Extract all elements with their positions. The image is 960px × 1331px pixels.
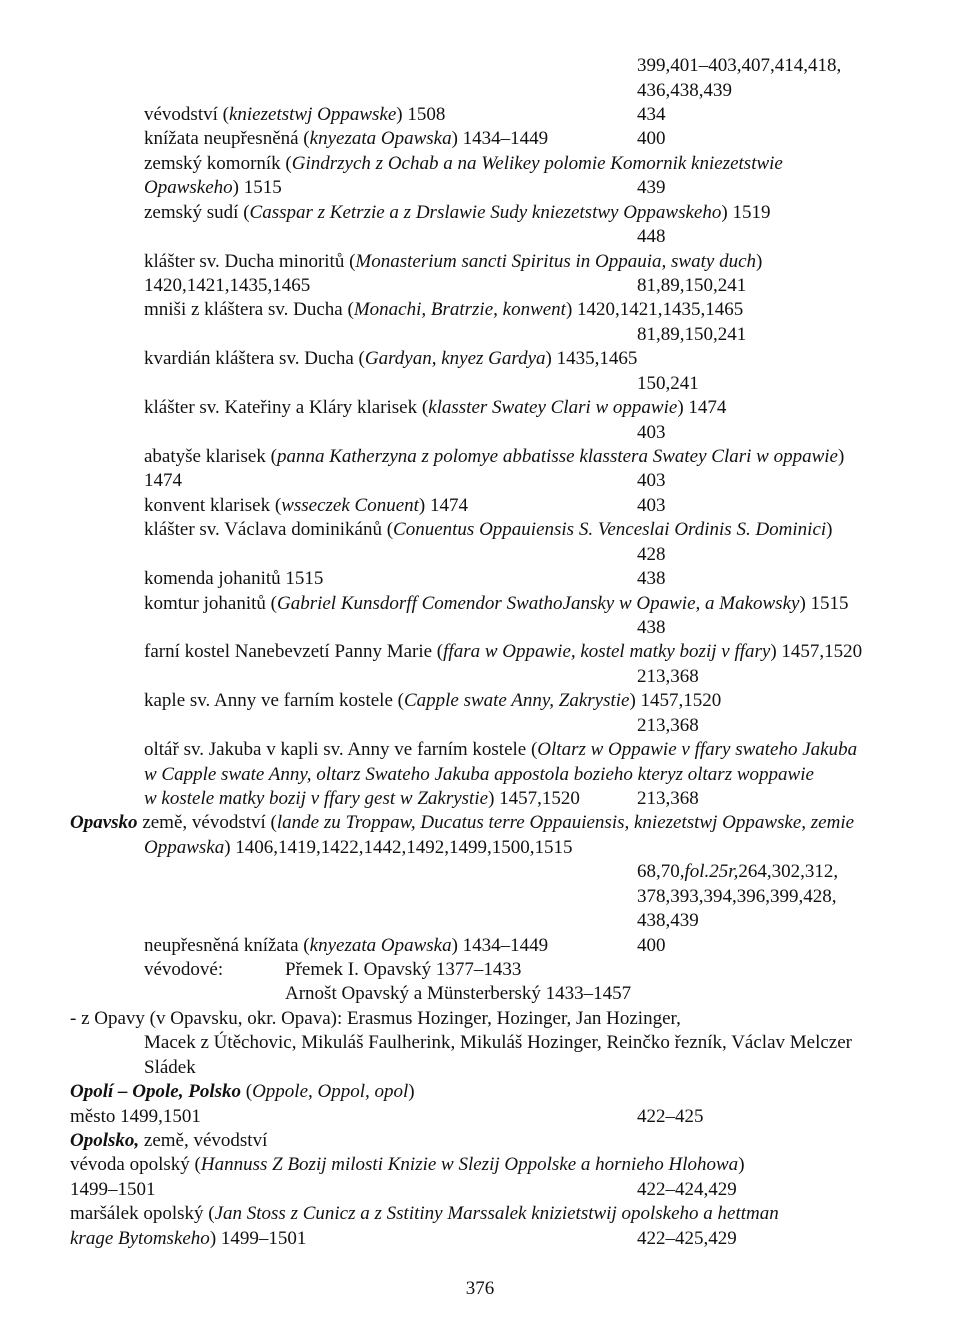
entry-text: ) 1434–1449 xyxy=(451,128,549,149)
entry-text: ) xyxy=(738,1154,745,1175)
entry-text: komtur johanitů ( xyxy=(144,593,277,614)
entry-text: mniši z kláštera sv. Ducha ( xyxy=(144,299,354,320)
page-reference: 422–425,429 xyxy=(637,1228,737,1249)
entry-text: ) xyxy=(826,519,833,540)
source-quote: ffara w Oppawie, kostel matky bozij v ffary xyxy=(443,641,771,662)
entry-text: 438 xyxy=(637,617,666,638)
entry-text: ) xyxy=(837,446,845,467)
entry-text: ) xyxy=(408,1081,415,1102)
source-quote: klasster Swatey Clari w oppawie xyxy=(428,397,678,418)
source-quote: krage Bytomskeho xyxy=(70,1228,210,1249)
index-line xyxy=(144,934,548,958)
entry-text: 428 xyxy=(637,544,666,565)
entry-text: 81,89,150,241 xyxy=(637,324,747,345)
index-line xyxy=(70,1153,745,1177)
index-headword: Opolí – Opole, Polsko xyxy=(70,1081,241,1102)
index-line xyxy=(144,494,468,518)
index-headword: Opavsko xyxy=(70,812,138,833)
index-line xyxy=(637,860,838,884)
index-line xyxy=(637,79,732,103)
entry-text: ) 1457,1520 xyxy=(770,641,863,662)
source-quote: lande zu Troppaw, Ducatus terre Oppauiensis, kniezetstwj Oppawske, zemie xyxy=(276,812,855,833)
source-quote: knyezata Opawska xyxy=(309,935,452,956)
entry-text: klášter sv. Kateřiny a Kláry klarisek ( xyxy=(144,397,429,418)
index-line xyxy=(637,909,699,933)
entry-text: ) 1508 xyxy=(396,104,446,125)
source-quote: kniezetstwj Oppawske xyxy=(228,104,397,125)
index-headword: Opolsko, xyxy=(70,1130,140,1151)
index-line xyxy=(144,201,770,225)
index-line xyxy=(144,567,323,591)
entry-text: ) 1420,1421,1435,1465 xyxy=(565,299,744,320)
entry-text: ) 1434–1449 xyxy=(451,935,549,956)
entry-text: ) 1499–1501 xyxy=(209,1228,307,1249)
entry-text: Arnošt Opavský a Münsterberský 1433–1457 xyxy=(285,983,632,1004)
entry-text: Macek z Útěchovic, Mikuláš Faulherink, Mikuláš Hozinger, Reinčko řezník, Václav Melczer xyxy=(144,1032,852,1053)
index-line xyxy=(144,396,726,420)
entry-text: konvent klarisek ( xyxy=(144,495,282,516)
source-quote: panna Katherzyna z polomye abbatisse klasstera Swatey Clari w oppawie xyxy=(276,446,838,467)
entry-text: kaple sv. Anny ve farním kostele ( xyxy=(144,690,404,711)
page-reference: 403 xyxy=(637,495,666,516)
index-line xyxy=(637,421,666,445)
entry-text: vévodství ( xyxy=(144,104,229,125)
entry-text: země, vévodství ( xyxy=(137,812,277,833)
index-line xyxy=(637,714,699,738)
page-number: 376 xyxy=(465,1278,495,1299)
entry-text: 213,368 xyxy=(637,666,699,687)
entry-text: zemský komorník ( xyxy=(144,153,292,174)
entry-text: ( xyxy=(241,1081,253,1102)
index-line xyxy=(144,787,580,811)
entry-text: farní kostel Nanebevzetí Panny Marie ( xyxy=(144,641,444,662)
index-line xyxy=(144,127,548,151)
source-quote: Gabriel Kunsdorff Comendor SwathoJansky w Opawie, a Makowsky xyxy=(276,593,800,614)
entry-text: abatyše klarisek ( xyxy=(144,446,277,467)
index-line xyxy=(70,1080,415,1104)
index-line xyxy=(144,152,783,176)
entry-text: 438,439 xyxy=(637,910,699,931)
entry-text: 1474 xyxy=(144,470,182,491)
index-line xyxy=(637,665,699,689)
source-quote: Oppole, Oppol, opol xyxy=(252,1081,409,1102)
index-line xyxy=(144,592,849,616)
entry-text: 399,401–403,407,414,418, xyxy=(637,55,842,76)
entry-text: ) 1435,1465 xyxy=(545,348,638,369)
index-line xyxy=(70,1105,201,1129)
entry-text: oltář sv. Jakuba v kapli sv. Anny ve farním kostele ( xyxy=(144,739,538,760)
index-line xyxy=(637,323,746,347)
entry-text: vévodové: xyxy=(144,959,224,980)
entry-text: zemský sudí ( xyxy=(144,202,250,223)
index-line xyxy=(144,738,857,762)
source-quote: Oppawska xyxy=(144,837,225,858)
index-line xyxy=(144,1031,852,1055)
index-line xyxy=(285,958,521,982)
index-line xyxy=(144,763,814,787)
source-quote: Casspar z Ketrzie a z Drslawie Sudy kniezetstwy Oppawskeho xyxy=(249,202,722,223)
index-line xyxy=(144,1056,196,1080)
entry-text: ) 1457,1520 xyxy=(629,690,722,711)
entry-text: 150,241 xyxy=(637,373,699,394)
page-reference: 439 xyxy=(637,177,666,198)
index-line xyxy=(70,1129,267,1153)
entry-text: ) 1474 xyxy=(418,495,468,516)
index-line xyxy=(70,1007,681,1031)
index-line xyxy=(637,225,666,249)
page-reference: 403 xyxy=(637,470,666,491)
index-line xyxy=(637,616,666,640)
entry-text: 403 xyxy=(637,422,666,443)
source-quote: w kostele matky bozij v ffary gest w Zakrystie xyxy=(144,788,489,809)
entry-text: knížata neupřesněná ( xyxy=(144,128,310,149)
entry-text: ) xyxy=(756,251,763,272)
entry-text: Sládek xyxy=(144,1057,196,1078)
index-line xyxy=(637,372,699,396)
source-quote: Monachi, Bratrzie, konwent xyxy=(353,299,566,320)
page-reference: 81,89,150,241 xyxy=(637,275,747,296)
entry-text: ) 1457,1520 xyxy=(488,788,580,809)
page-reference: 434 xyxy=(637,104,666,125)
index-line xyxy=(285,982,631,1006)
entry-text: ) 1519 xyxy=(721,202,771,223)
index-line xyxy=(637,885,837,909)
source-quote: Oltarz w Oppawie v ffary swateho Jakuba xyxy=(537,739,858,760)
page-reference: 213,368 xyxy=(637,788,699,809)
index-line xyxy=(70,1202,779,1226)
entry-text: 213,368 xyxy=(637,715,699,736)
index-line xyxy=(70,1227,306,1251)
source-quote: knyezata Opawska xyxy=(309,128,452,149)
index-line xyxy=(144,518,832,542)
entry-text: 264,302,312, xyxy=(738,861,839,882)
entry-text: 448 xyxy=(637,226,666,247)
index-line xyxy=(144,836,573,860)
entry-text: klášter sv. Ducha minoritů ( xyxy=(144,251,356,272)
source-quote: Monasterium sancti Spiritus in Oppauia, swaty duch xyxy=(355,251,756,272)
index-line xyxy=(144,469,182,493)
page-reference: 400 xyxy=(637,935,666,956)
index-line xyxy=(144,103,445,127)
entry-text: 378,393,394,396,399,428, xyxy=(637,886,837,907)
index-line xyxy=(144,958,223,982)
source-quote: Hannuss Z Bozij milosti Knizie w Slezij Oppolske a hornieho Hlohowa xyxy=(200,1154,739,1175)
page-reference: 422–424,429 xyxy=(637,1179,737,1200)
source-quote: Gindrzych z Ochab a na Welikey polomie Komornik kniezetstwie xyxy=(291,153,783,174)
entry-text: neupřesněná knížata ( xyxy=(144,935,310,956)
index-line xyxy=(144,298,743,322)
entry-text: město 1499,1501 xyxy=(70,1106,201,1127)
entry-text: komenda johanitů 1515 xyxy=(144,568,324,589)
entry-text: 1420,1421,1435,1465 xyxy=(144,275,311,296)
entry-text: vévoda opolský ( xyxy=(70,1154,201,1175)
entry-text: ) 1474 xyxy=(677,397,727,418)
source-quote: Jan Stoss z Cunicz a z Sstitiny Marssalek knizietstwij opolskeho a hettman xyxy=(214,1203,779,1224)
index-line xyxy=(637,543,666,567)
entry-text: - z Opavy (v Opavsku, okr. Opava): Erasmus Hozinger, Hozinger, Jan Hozinger, xyxy=(70,1008,681,1029)
index-line xyxy=(144,176,282,200)
source-quote: Gardyan, knyez Gardya xyxy=(364,348,546,369)
index-line xyxy=(144,689,721,713)
index-line xyxy=(70,1178,156,1202)
index-line xyxy=(144,250,762,274)
entry-text: Přemek I. Opavský 1377–1433 xyxy=(285,959,522,980)
entry-text: ) 1515 xyxy=(232,177,282,198)
entry-text: 1499–1501 xyxy=(70,1179,156,1200)
index-line xyxy=(637,54,841,78)
entry-text: ) 1515 xyxy=(799,593,849,614)
index-line xyxy=(144,347,637,371)
entry-text: kvardián kláštera sv. Ducha ( xyxy=(144,348,365,369)
page-reference: 438 xyxy=(637,568,666,589)
source-quote: Capple swate Anny, Zakrystie xyxy=(403,690,630,711)
page-reference: 400 xyxy=(637,128,666,149)
index-line xyxy=(144,445,844,469)
source-quote: Conuentus Oppauiensis S. Venceslai Ordinis S. Dominici xyxy=(393,519,827,540)
entry-text: klášter sv. Václava dominikánů ( xyxy=(144,519,394,540)
entry-text: ) 1406,1419,1422,1442,1492,1499,1500,1515 xyxy=(224,837,573,858)
page-reference: 422–425 xyxy=(637,1106,704,1127)
entry-text: maršálek opolský ( xyxy=(70,1203,215,1224)
entry-text: 68,70, xyxy=(637,861,685,882)
source-quote: wsseczek Conuent xyxy=(281,495,419,516)
source-quote: fol.25r, xyxy=(684,861,739,882)
source-quote: Opawskeho xyxy=(144,177,233,198)
index-line xyxy=(70,811,854,835)
source-quote: w Capple swate Anny, oltarz Swateho Jakuba appostola bozieho kteryz oltarz woppawie xyxy=(144,764,814,785)
index-line xyxy=(144,640,862,664)
index-line xyxy=(144,274,310,298)
entry-text: 436,438,439 xyxy=(637,80,732,101)
entry-text: země, vévodství xyxy=(139,1130,268,1151)
